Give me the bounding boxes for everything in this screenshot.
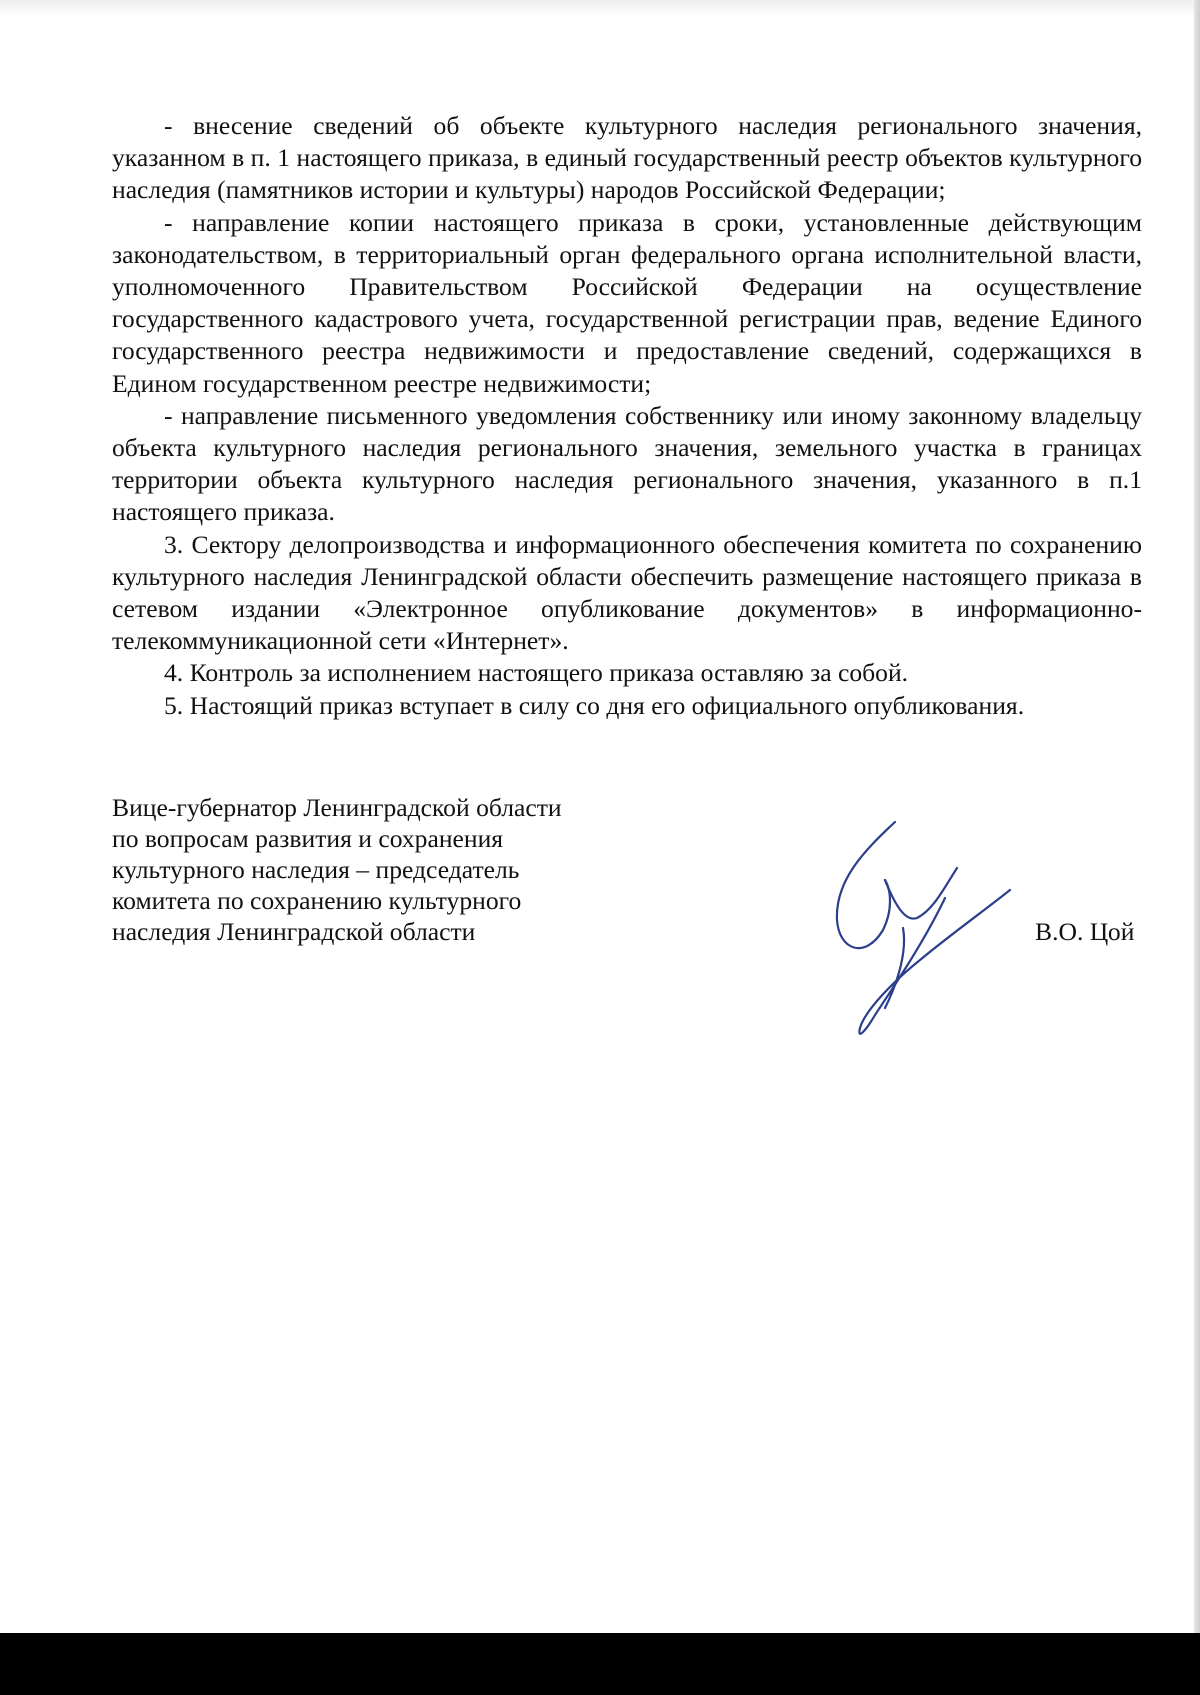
position-line: комитета по сохранению культурного <box>112 886 522 915</box>
paragraph-owner-notification: - направление письменного уведомления собственнику или иному законному владельцу объекта культурного наследия регионального значения, земельного участка в границах территории объекта культурного наследия регионального значения, указанного в п.1 настоящего приказа. <box>112 400 1142 527</box>
position-line: наследия Ленинградской области <box>112 917 476 946</box>
position-line: Вице-губернатор Ленинградской области <box>112 793 562 822</box>
scan-shadow-top <box>0 0 1200 18</box>
paragraph-item-4-control: 4. Контроль за исполнением настоящего приказа оставляю за собой. <box>164 658 909 688</box>
paragraph-copy-direction: - направление копии настоящего приказа в сроки, установленные действующим законодательством, в территориальный орган федерального органа исполнительной власти, уполномоченного Правительством Российской Федерации на осуществление государственного кадастрового учета, государственной регистрации прав, ведение Единого государственного реестра недвижимости и предоставление сведений, содержащихся в Едином государственном реестре недвижимости; <box>112 207 1142 398</box>
document-body <box>112 110 1142 722</box>
position-line: культурного наследия – председатель <box>112 855 520 884</box>
scan-shadow-edge <box>1194 0 1200 1695</box>
signatory-position <box>112 792 672 947</box>
scan-border-bottom <box>0 1633 1200 1695</box>
signer-name: В.О. Цой <box>1035 917 1135 946</box>
paragraph-item-5-effect: 5. Настоящий приказ вступает в силу со дня его официального опубликования. <box>164 690 1025 720</box>
handwritten-signature <box>825 810 1025 1045</box>
paragraph-registry-entry: - внесение сведений об объекте культурного наследия регионального значения, указанном в п. 1 настоящего приказа, в единый государственный реестр объектов культурного наследия (памятников истории и культуры) народов Российской Федерации; <box>112 111 1142 205</box>
paragraph-item-3-publication: 3. Сектору делопроизводства и информационного обеспечения комитета по сохранению культурного наследия Ленинградской области обеспечить размещение настоящего приказа в сетевом издании «Электронное опубликование документов» в информационно-телекоммуникационной сети «Интернет». <box>112 529 1142 656</box>
position-line: по вопросам развития и сохранения <box>112 824 504 853</box>
